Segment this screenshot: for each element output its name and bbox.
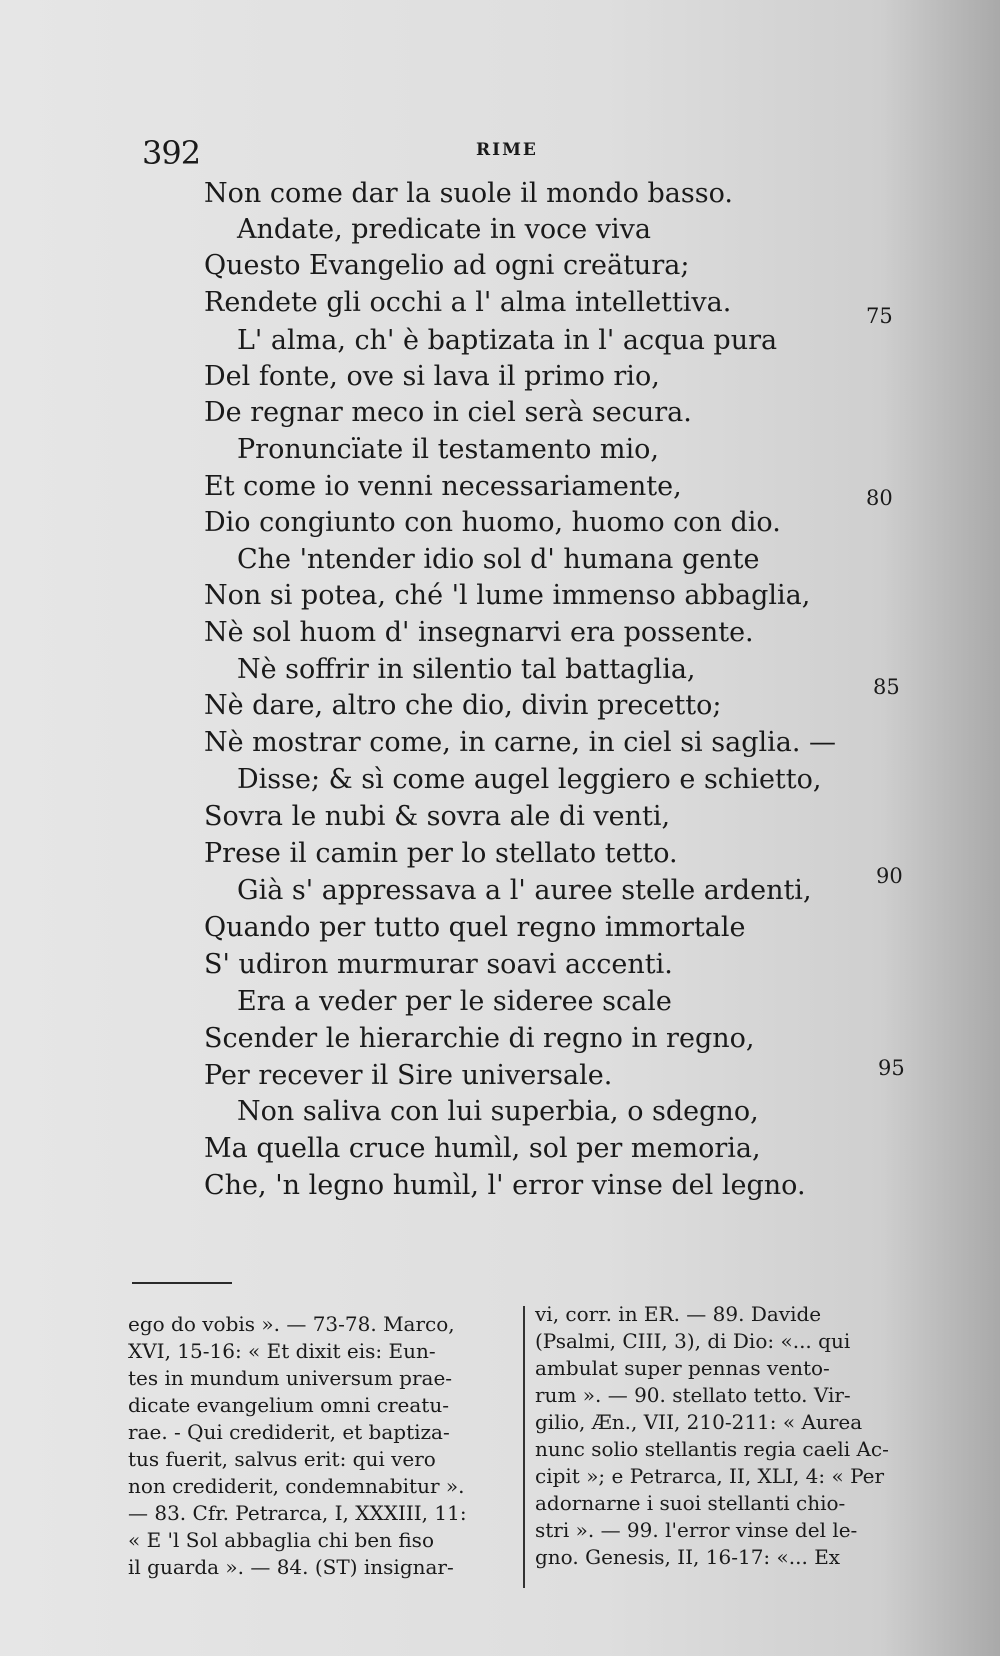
verse-line: Era a veder per le sideree scale [237, 986, 672, 1017]
running-title: RIME [476, 140, 538, 160]
footnote-line: gilio, Æn., VII, 210-211: « Aurea [535, 1410, 863, 1434]
verse-line: Nè soffrir in silentio tal battaglia, [237, 654, 696, 685]
verse-line: Non saliva con lui superbia, o sdegno, [237, 1096, 759, 1127]
verse-line: Rendete gli occhi a l' alma intellettiva. [204, 287, 732, 318]
verse-line: Pronuncïate il testamento mio, [237, 434, 659, 465]
footnote-line: rum ». — 90. stellato tetto. Vir- [535, 1383, 851, 1407]
footnote-line: (Psalmi, CIII, 3), di Dio: «... qui [535, 1329, 851, 1353]
verse-line: L' alma, ch' è baptizata in l' acqua pura [237, 325, 778, 356]
line-number: 75 [866, 304, 893, 328]
footnote-line: « E 'l Sol abbaglia chi ben fiso [128, 1528, 434, 1552]
verse-line: Scender le hierarchie di regno in regno, [204, 1023, 755, 1054]
verse-line: Nè mostrar come, in carne, in ciel si saglia. — [204, 727, 837, 758]
verse-line: Nè dare, altro che dio, divin precetto; [204, 690, 722, 721]
verse-line: Questo Evangelio ad ogni creätura; [204, 250, 690, 281]
verse-line: Che 'ntender idio sol d' humana gente [237, 544, 760, 575]
line-number: 80 [866, 486, 893, 510]
verse-line: Disse; & sì come augel leggiero e schietto, [237, 764, 822, 795]
verse-line: Che, 'n legno humìl, l' error vinse del legno. [204, 1170, 806, 1201]
verse-line: Per recever il Sire universale. [204, 1060, 613, 1091]
footnote-rule [132, 1282, 232, 1284]
footnote-line: ambulat super pennas vento- [535, 1356, 830, 1380]
footnote-line: non crediderit, condemnabitur ». [128, 1474, 465, 1498]
verse-line: Prese il camin per lo stellato tetto. [204, 838, 678, 869]
verse-line: Sovra le nubi & sovra ale di venti, [204, 801, 671, 832]
footnote-line: gno. Genesis, II, 16-17: «... Ex [535, 1545, 841, 1569]
footnote-line: rae. - Qui crediderit, et baptiza- [128, 1420, 450, 1444]
footnote-line: tes in mundum universum prae- [128, 1366, 453, 1390]
page-number: 392 [142, 134, 201, 172]
line-number: 90 [876, 864, 903, 888]
verse-line: Non come dar la suole il mondo basso. [204, 178, 733, 209]
verse-line: Andate, predicate in voce viva [237, 214, 652, 245]
verse-line: Nè sol huom d' insegnarvi era possente. [204, 617, 754, 648]
footnote-line: — 83. Cfr. Petrarca, I, XXXIII, 11: [128, 1501, 467, 1525]
verse-line: Ma quella cruce humìl, sol per memoria, [204, 1133, 761, 1164]
verse-line: Non si potea, ché 'l lume immenso abbaglia, [204, 580, 811, 611]
footnote-line: ego do vobis ». — 73-78. Marco, [128, 1312, 455, 1336]
verse-line: Del fonte, ove si lava il primo rio, [204, 361, 660, 392]
verse-line: S' udiron murmurar soavi accenti. [204, 949, 673, 980]
footnote-line: tus fuerit, salvus erit: qui vero [128, 1447, 436, 1471]
verse-line: Quando per tutto quel regno immortale [204, 912, 746, 943]
footnote-line: il guarda ». — 84. (ST) insignar- [128, 1555, 454, 1579]
footnote-line: dicate evangelium omni creatu- [128, 1393, 449, 1417]
verse-line: Dio congiunto con huomo, huomo con dio. [204, 507, 781, 538]
footnote-line: adornarne i suoi stellanti chio- [535, 1491, 846, 1515]
verse-line: Et come io venni necessariamente, [204, 471, 682, 502]
footnote-line: XVI, 15-16: « Et dixit eis: Eun- [128, 1339, 436, 1363]
line-number: 95 [878, 1056, 905, 1080]
verse-line: Già s' appressava a l' auree stelle ardenti, [237, 875, 812, 906]
footnote-line: nunc solio stellantis regia caeli Ac- [535, 1437, 889, 1461]
line-number: 85 [873, 675, 900, 699]
footnote-line: stri ». — 99. l'error vinse del le- [535, 1518, 858, 1542]
footnote-line: vi, corr. in ER. — 89. Davide [535, 1302, 822, 1326]
verse-line: De regnar meco in ciel serà secura. [204, 397, 692, 428]
footnote-line: cipit »; e Petrarca, II, XLI, 4: « Per [535, 1464, 885, 1488]
footnote-column-divider [523, 1306, 525, 1588]
